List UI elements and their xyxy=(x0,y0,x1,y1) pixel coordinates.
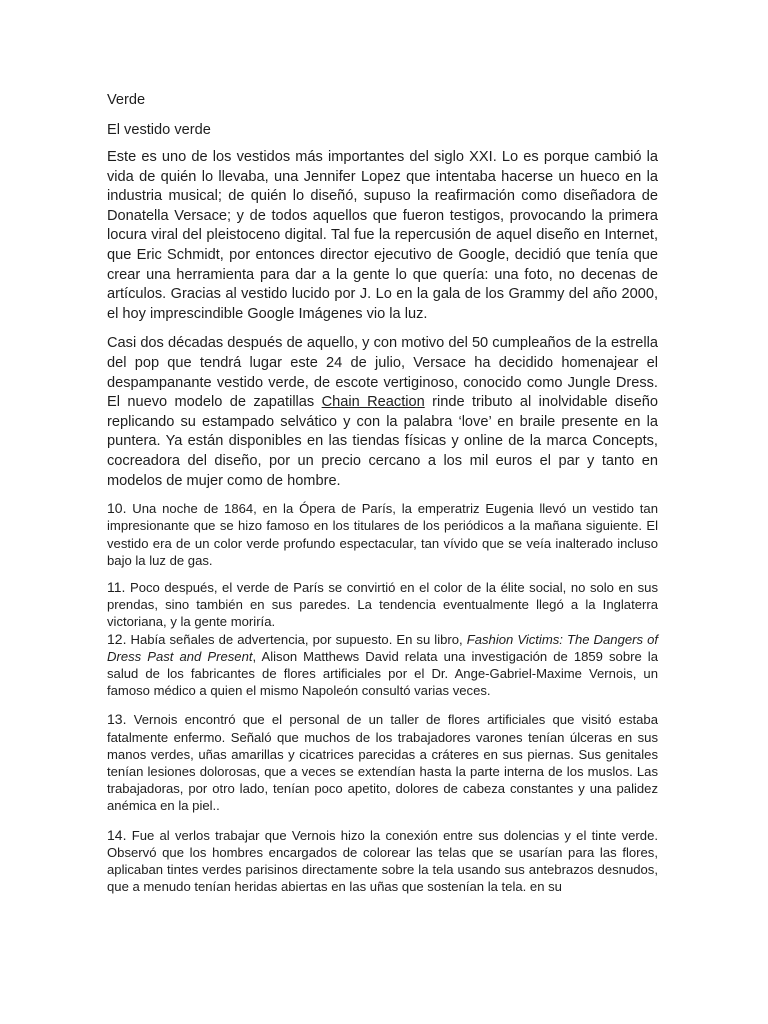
paragraph-10-number: 10. xyxy=(107,500,127,517)
paragraph-versace-text-end: rinde tributo al inolvidable diseño replicando su estampado selvático y con la palabra ‘love’ en braile presente en la puntera. Ya están disponibles en las tiendas físicas y online de la marca Concepts, cocreadora del diseño, por un precio cercano a los mil euros el par y tanto en modelos de mujer como de hombre. xyxy=(107,394,658,489)
paragraph-12 xyxy=(107,631,658,700)
paragraph-10-text: Una noche de 1864, en la Ópera de París, la emperatriz Eugenia llevó un vestido tan impresionante que se hizo famoso en los titulares de los periódicos a la mañana siguiente. El vestido era de un color verde profundo espectacular, tan vívido que se veía inalterado incluso bajo la luz de gas. xyxy=(107,501,658,568)
paragraph-versace xyxy=(107,334,658,491)
paragraph-12-text-end: , Alison Matthews David relata una investigación de 1859 sobre la salud de los fabricantes de flores artificiales por el Dr. Ange-Gabriel-Maxime Vernois, un famoso médico a quien el mismo Napoleón consultó varias veces. xyxy=(107,648,659,699)
document-title: Verde xyxy=(107,92,146,108)
paragraph-12-number: 12. xyxy=(107,630,127,647)
paragraph-intro: Este es uno de los vestidos más importantes del siglo XXI. Lo es porque cambió la vida de quién lo llevaba, una Jennifer Lopez que intentaba hacerse un hueco en la industria musical; de quién lo diseñó, supuso la reafirmación como diseñadora de Donatella Versace; y de todos aquellos que fueron testigos, provocando la primera locura viral del pleistoceno digital. Tal fue la repercusión de aquel diseño en Internet, que Eric Schmidt, por entonces director ejecutivo de Google, decidió que tenía que crear una herramienta para dar a la gente lo que quería: una foto, no decenas de artículos. Gracias al vestido lucido por J. Lo en la gala de los Grammy del año 2000, el hoy imprescindible Google Imágenes vio la luz. xyxy=(107,149,658,322)
book-title: Fashion Victims: The Dangers of Dress Past and Present xyxy=(107,631,659,664)
paragraph-13-number: 13. xyxy=(107,711,127,728)
document-page xyxy=(107,90,658,905)
paragraph-10 xyxy=(107,500,658,569)
paragraph-11 xyxy=(107,579,658,631)
paragraph-13-text: Vernois encontró que el personal de un taller de flores artificiales que visitó estaba fatalmente enfermo. Señaló que muchos de los trabajadores varones tenían úlceras en sus manos verdes, uñas amarillas y cicatrices parecidas a cráteres en sus piernas. Sus genitales tenían lesiones dolorosas, que a veces se extendían hasta la parte interna de los muslos. Las trabajadoras, por otro lado, tenían poco apetito, dolores de cabeza constantes y una palidez anémica en la piel.. xyxy=(107,712,658,814)
paragraph-11-number: 11. xyxy=(107,578,126,595)
paragraph-versace-text-start: Casi dos décadas después de aquello, y con motivo del 50 cumpleaños de la estrella del pop que tendrá lugar este 24 de julio, Versace ha decidido homenajear el despampanante vestido verde, de escote vertiginoso, conocido como Jungle Dress. El nuevo modelo de zapatillas xyxy=(107,335,658,411)
paragraph-11-text: Poco después, el verde de París se convirtió en el color de la élite social, no solo en sus prendas, sino también en sus paredes. La tendencia eventualmente llegó a la Inglaterra victoriana, y la gente moriría. xyxy=(107,579,658,630)
chain-reaction-link[interactable]: Chain Reaction xyxy=(321,394,425,411)
paragraph-14 xyxy=(107,827,658,896)
paragraph-12-text-start: Había señales de advertencia, por supuesto. En su libro, xyxy=(126,631,467,647)
paragraph-14-text: Fue al verlos trabajar que Vernois hizo la conexión entre sus dolencias y el tinte verde. Observó que los hombres encargados de colorear las telas que se usarían para las flores, aplicaban tintes verdes parisinos directamente sobre la tela usando sus antebrazos desnudos, que a menudo tenían heridas abiertas en las uñas que sostenían la tela. en su xyxy=(107,827,658,895)
paragraph-13 xyxy=(107,711,658,814)
section-title: El vestido verde xyxy=(107,122,211,138)
paragraph-14-number: 14. xyxy=(107,826,127,843)
